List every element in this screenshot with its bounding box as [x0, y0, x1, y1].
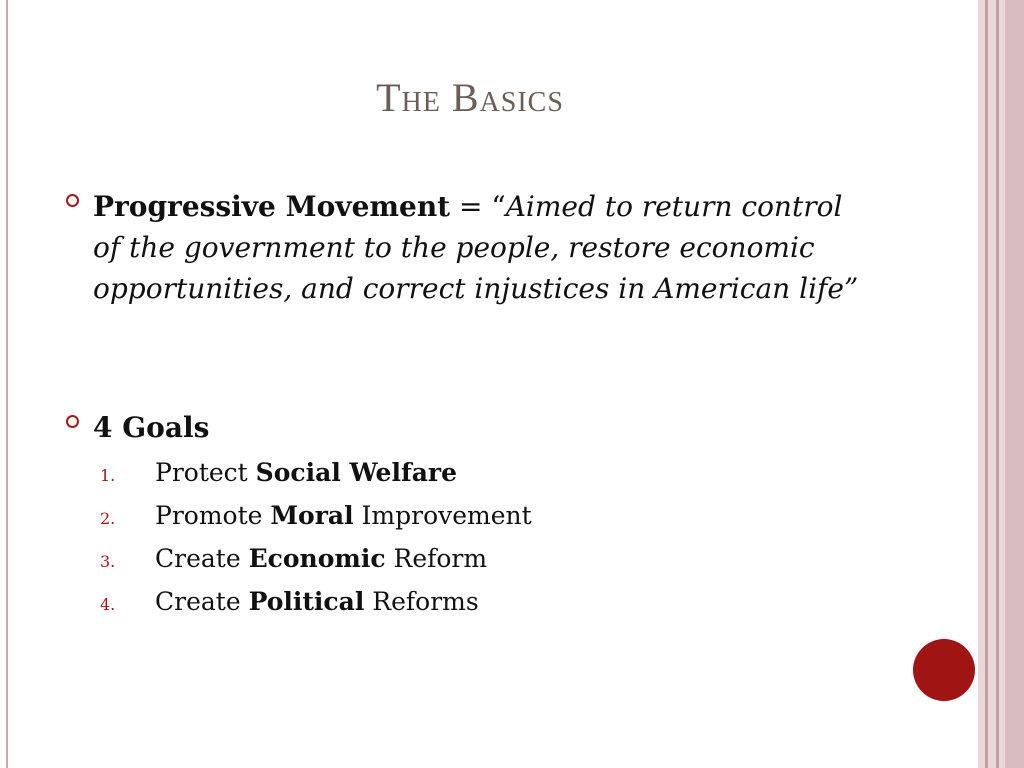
item-number: 2.: [100, 509, 116, 528]
item-post: Improvement: [353, 501, 532, 530]
goals-list: [100, 457, 532, 629]
open-quote: “: [491, 190, 506, 223]
list-item: [100, 500, 532, 543]
list-item: [100, 543, 532, 586]
close-quote: ”: [843, 272, 859, 305]
item-number: 1.: [100, 466, 116, 485]
goals-label: 4 Goals: [93, 411, 210, 444]
red-circle-decoration: [913, 639, 975, 701]
item-text: [155, 458, 457, 487]
list-item: [100, 586, 532, 629]
bullet-goals: [66, 407, 866, 448]
item-text: [155, 587, 479, 616]
item-number: 3.: [100, 552, 116, 571]
term: Progressive Movement: [93, 190, 451, 223]
item-bold: Economic: [248, 544, 386, 573]
item-text: [155, 544, 487, 573]
slide-title: The Basics: [376, 75, 564, 120]
item-pre: Create: [155, 587, 249, 616]
list-item: [100, 457, 532, 500]
item-pre: Create: [155, 544, 249, 573]
item-bold: Moral: [270, 501, 354, 530]
item-text: [155, 501, 532, 530]
definition: Aimed to return control of the government to the people, restore economic opportunities, and correct injustices in American life: [93, 190, 844, 305]
item-post: Reforms: [364, 587, 479, 616]
item-pre: Promote: [155, 501, 271, 530]
bullet-progressive-movement: [66, 186, 866, 309]
item-pre: Protect: [155, 458, 256, 487]
bullet-ring-icon: [66, 194, 79, 207]
item-number: 4.: [100, 595, 116, 614]
bullet-text: [93, 407, 866, 448]
bullet-text: [93, 186, 866, 309]
equals-sign: =: [450, 190, 492, 223]
item-bold: Political: [248, 587, 365, 616]
bullet-ring-icon: [66, 415, 79, 428]
right-decorative-stripes: [978, 0, 1024, 768]
item-post: Reform: [385, 544, 488, 573]
item-bold: Social Welfare: [255, 458, 457, 487]
